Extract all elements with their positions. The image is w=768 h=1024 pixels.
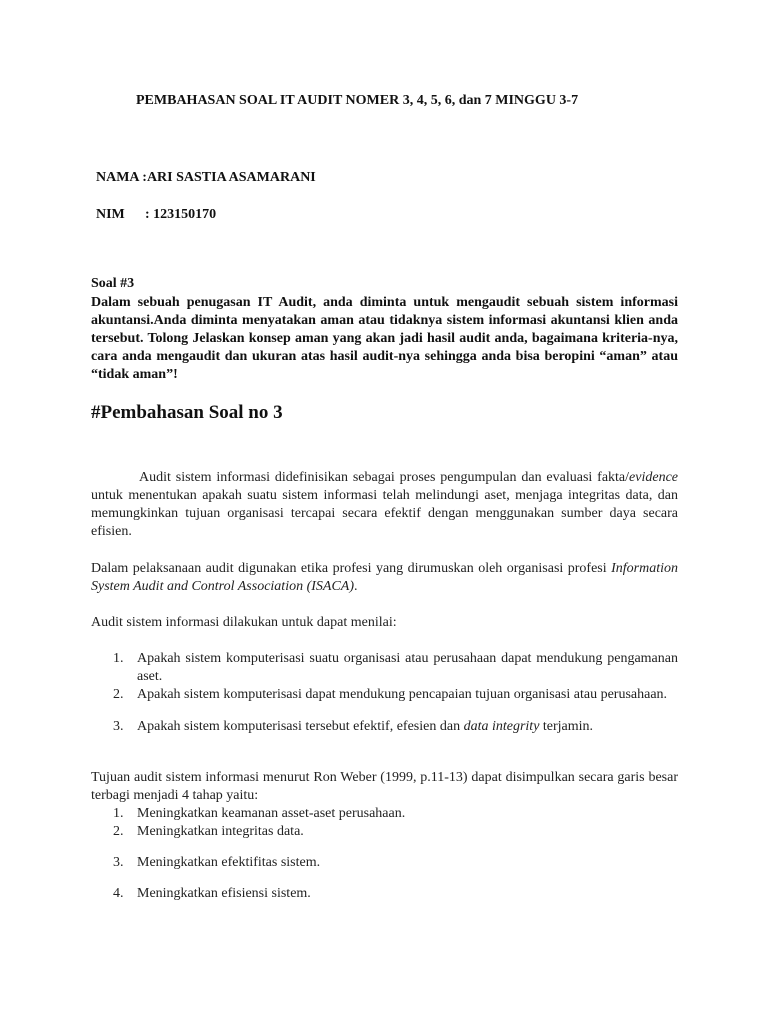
- list-item: [91, 885, 678, 903]
- para2-italic: Information System Audit and Control Association (ISACA): [91, 561, 678, 594]
- list-item: [91, 650, 678, 686]
- list-number: 4.: [113, 886, 124, 901]
- para1-italic: evidence: [629, 470, 678, 485]
- list-number: 1.: [113, 651, 124, 666]
- list-text: Meningkatkan integritas data.: [137, 824, 304, 839]
- list-text: Apakah sistem komputerisasi dapat mendukung pencapaian tujuan organisasi atau perusahaan.: [137, 687, 668, 702]
- paragraph-objectives: Tujuan audit sistem informasi menurut Ron Weber (1999, p.11-13) dapat disimpulkan secara garis besar terbagi menjadi 4 tahap yaitu:: [91, 770, 678, 803]
- assessment-list: [91, 650, 678, 736]
- list-item: [91, 823, 678, 841]
- para1-part1: Audit sistem informasi didefinisikan sebagai proses pengumpulan dan evaluasi fakta/: [139, 470, 630, 485]
- list-item: [91, 854, 678, 872]
- para1-part2: untuk menentukan apakah suatu sistem informasi telah melindungi aset, menjaga integritas data, dan memungkinkan tujuan organisasi tercapai secara efektif dengan menggunakan sumber daya secara efisien.: [91, 488, 678, 539]
- paragraph-definition: [91, 469, 678, 541]
- list-item: [91, 718, 678, 736]
- list-item: [91, 805, 678, 823]
- paragraph-assess-intro: Audit sistem informasi dilakukan untuk dapat menilai:: [91, 615, 397, 630]
- list-text: Meningkatkan efisiensi sistem.: [137, 886, 311, 901]
- list-number: 1.: [113, 806, 124, 821]
- para2-part2: .: [354, 579, 358, 594]
- list-text: Apakah sistem komputerisasi suatu organisasi atau perusahaan dapat mendukung pengamanan aset.: [137, 651, 678, 684]
- list-text: Meningkatkan keamanan asset-aset perusahaan.: [137, 806, 406, 821]
- list-number: 2.: [113, 687, 124, 702]
- question-text: Dalam sebuah penugasan IT Audit, anda diminta untuk mengaudit sebuah sistem informasi akuntansi.Anda diminta menyatakan aman atau tidaknya sistem informasi akuntansi klien anda tersebut. Tolong Jelaskan konsep aman yang akan jadi hasil audit anda, bagaimana kriteria-nya, cara anda mengaudit dan ukuran atas hasil audit-nya sehingga anda bisa beropini “aman” atau “tidak aman”!: [91, 295, 678, 382]
- section-heading: #Pembahasan Soal no 3: [91, 402, 283, 423]
- document-title: PEMBAHASAN SOAL IT AUDIT NOMER 3, 4, 5, 6, dan 7 MINGGU 3-7: [136, 93, 579, 108]
- objectives-list: [91, 805, 678, 903]
- list-number: 3.: [113, 855, 124, 870]
- list-text: Meningkatkan efektifitas sistem.: [137, 855, 321, 870]
- question-label: Soal #3: [91, 276, 135, 291]
- list-text-after: terjamin.: [539, 719, 594, 734]
- student-nim-line: [96, 207, 216, 223]
- list-number: 3.: [113, 719, 124, 734]
- list-number: 2.: [113, 824, 124, 839]
- para2-part1: Dalam pelaksanaan audit digunakan etika profesi yang dirumuskan oleh organisasi profesi: [91, 561, 612, 576]
- list-text-italic: data integrity: [463, 719, 540, 734]
- student-name-line: [96, 170, 316, 186]
- list-text-before: Apakah sistem komputerisasi tersebut efektif, efesien dan: [137, 719, 464, 734]
- nim-value: : 123150170: [145, 207, 217, 222]
- name-value: ARI SASTIA ASAMARANI: [146, 170, 316, 185]
- name-label: NAMA :: [96, 170, 147, 185]
- list-item: [91, 686, 678, 704]
- nim-label: NIM: [96, 207, 125, 222]
- paragraph-ethics: [91, 560, 678, 596]
